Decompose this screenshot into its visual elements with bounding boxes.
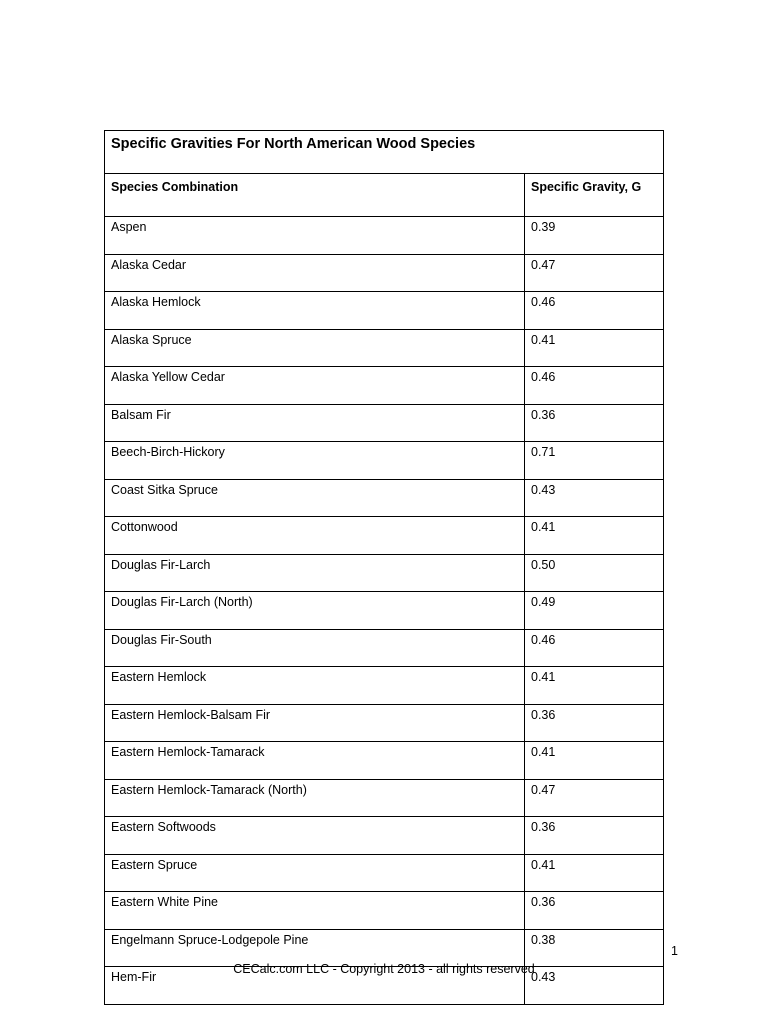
species-name-cell: Douglas Fir-South xyxy=(105,629,525,667)
specific-gravity-cell: 0.38 xyxy=(525,929,664,967)
table-row xyxy=(105,329,664,367)
species-name-cell: Eastern Softwoods xyxy=(105,817,525,855)
table-row xyxy=(105,667,664,705)
specific-gravity-cell: 0.46 xyxy=(525,629,664,667)
specific-gravity-cell: 0.36 xyxy=(525,404,664,442)
specific-gravity-cell: 0.49 xyxy=(525,592,664,630)
species-name-cell: Balsam Fir xyxy=(105,404,525,442)
species-name-cell: Eastern Hemlock-Tamarack xyxy=(105,742,525,780)
table-row xyxy=(105,817,664,855)
specific-gravity-cell: 0.41 xyxy=(525,742,664,780)
specific-gravity-cell: 0.41 xyxy=(525,854,664,892)
table-row xyxy=(105,704,664,742)
table-row xyxy=(105,404,664,442)
species-name-cell: Alaska Hemlock xyxy=(105,292,525,330)
specific-gravity-cell: 0.41 xyxy=(525,329,664,367)
column-header-species: Species Combination xyxy=(105,174,525,217)
table-row xyxy=(105,592,664,630)
species-name-cell: Coast Sitka Spruce xyxy=(105,479,525,517)
table-row xyxy=(105,254,664,292)
species-name-cell: Aspen xyxy=(105,217,525,255)
table-row xyxy=(105,929,664,967)
specific-gravity-cell: 0.43 xyxy=(525,967,664,1005)
table-row xyxy=(105,442,664,480)
table-header-row xyxy=(105,174,664,217)
table-row xyxy=(105,742,664,780)
species-name-cell: Alaska Spruce xyxy=(105,329,525,367)
table-row xyxy=(105,779,664,817)
table-row xyxy=(105,629,664,667)
species-name-cell: Engelmann Spruce-Lodgepole Pine xyxy=(105,929,525,967)
column-header-specific-gravity: Specific Gravity, G xyxy=(525,174,664,217)
species-name-cell: Douglas Fir-Larch (North) xyxy=(105,592,525,630)
specific-gravity-cell: 0.39 xyxy=(525,217,664,255)
table-title: Specific Gravities For North American Wood Species xyxy=(105,131,664,174)
species-name-cell: Eastern Hemlock-Tamarack (North) xyxy=(105,779,525,817)
footer-copyright: CECalc.com LLC - Copyright 2013 - all rights reserved xyxy=(233,962,535,976)
species-name-cell: Beech-Birch-Hickory xyxy=(105,442,525,480)
specific-gravity-cell: 0.71 xyxy=(525,442,664,480)
table-row xyxy=(105,892,664,930)
species-name-cell: Eastern White Pine xyxy=(105,892,525,930)
species-name-cell: Cottonwood xyxy=(105,517,525,555)
specific-gravity-cell: 0.41 xyxy=(525,517,664,555)
table-row xyxy=(105,554,664,592)
species-name-cell: Alaska Yellow Cedar xyxy=(105,367,525,405)
specific-gravity-cell: 0.46 xyxy=(525,292,664,330)
table-row xyxy=(105,217,664,255)
species-name-cell: Eastern Hemlock xyxy=(105,667,525,705)
species-name-cell: Douglas Fir-Larch xyxy=(105,554,525,592)
page-number: 1 xyxy=(671,944,678,958)
species-name-cell: Alaska Cedar xyxy=(105,254,525,292)
specific-gravity-cell: 0.41 xyxy=(525,667,664,705)
specific-gravity-cell: 0.47 xyxy=(525,779,664,817)
species-name-cell: Eastern Spruce xyxy=(105,854,525,892)
table-row xyxy=(105,479,664,517)
table-row xyxy=(105,854,664,892)
table-body xyxy=(105,131,664,1005)
specific-gravity-cell: 0.36 xyxy=(525,892,664,930)
specific-gravity-cell: 0.46 xyxy=(525,367,664,405)
species-name-cell: Eastern Hemlock-Balsam Fir xyxy=(105,704,525,742)
table-row xyxy=(105,517,664,555)
species-name-cell: Hem-Fir xyxy=(105,967,525,1005)
specific-gravity-table xyxy=(104,130,664,1005)
specific-gravity-cell: 0.36 xyxy=(525,817,664,855)
table-row xyxy=(105,367,664,405)
specific-gravity-cell: 0.43 xyxy=(525,479,664,517)
table-row xyxy=(105,292,664,330)
specific-gravity-cell: 0.36 xyxy=(525,704,664,742)
specific-gravity-cell: 0.50 xyxy=(525,554,664,592)
table-title-row xyxy=(105,131,664,174)
specific-gravity-cell: 0.47 xyxy=(525,254,664,292)
